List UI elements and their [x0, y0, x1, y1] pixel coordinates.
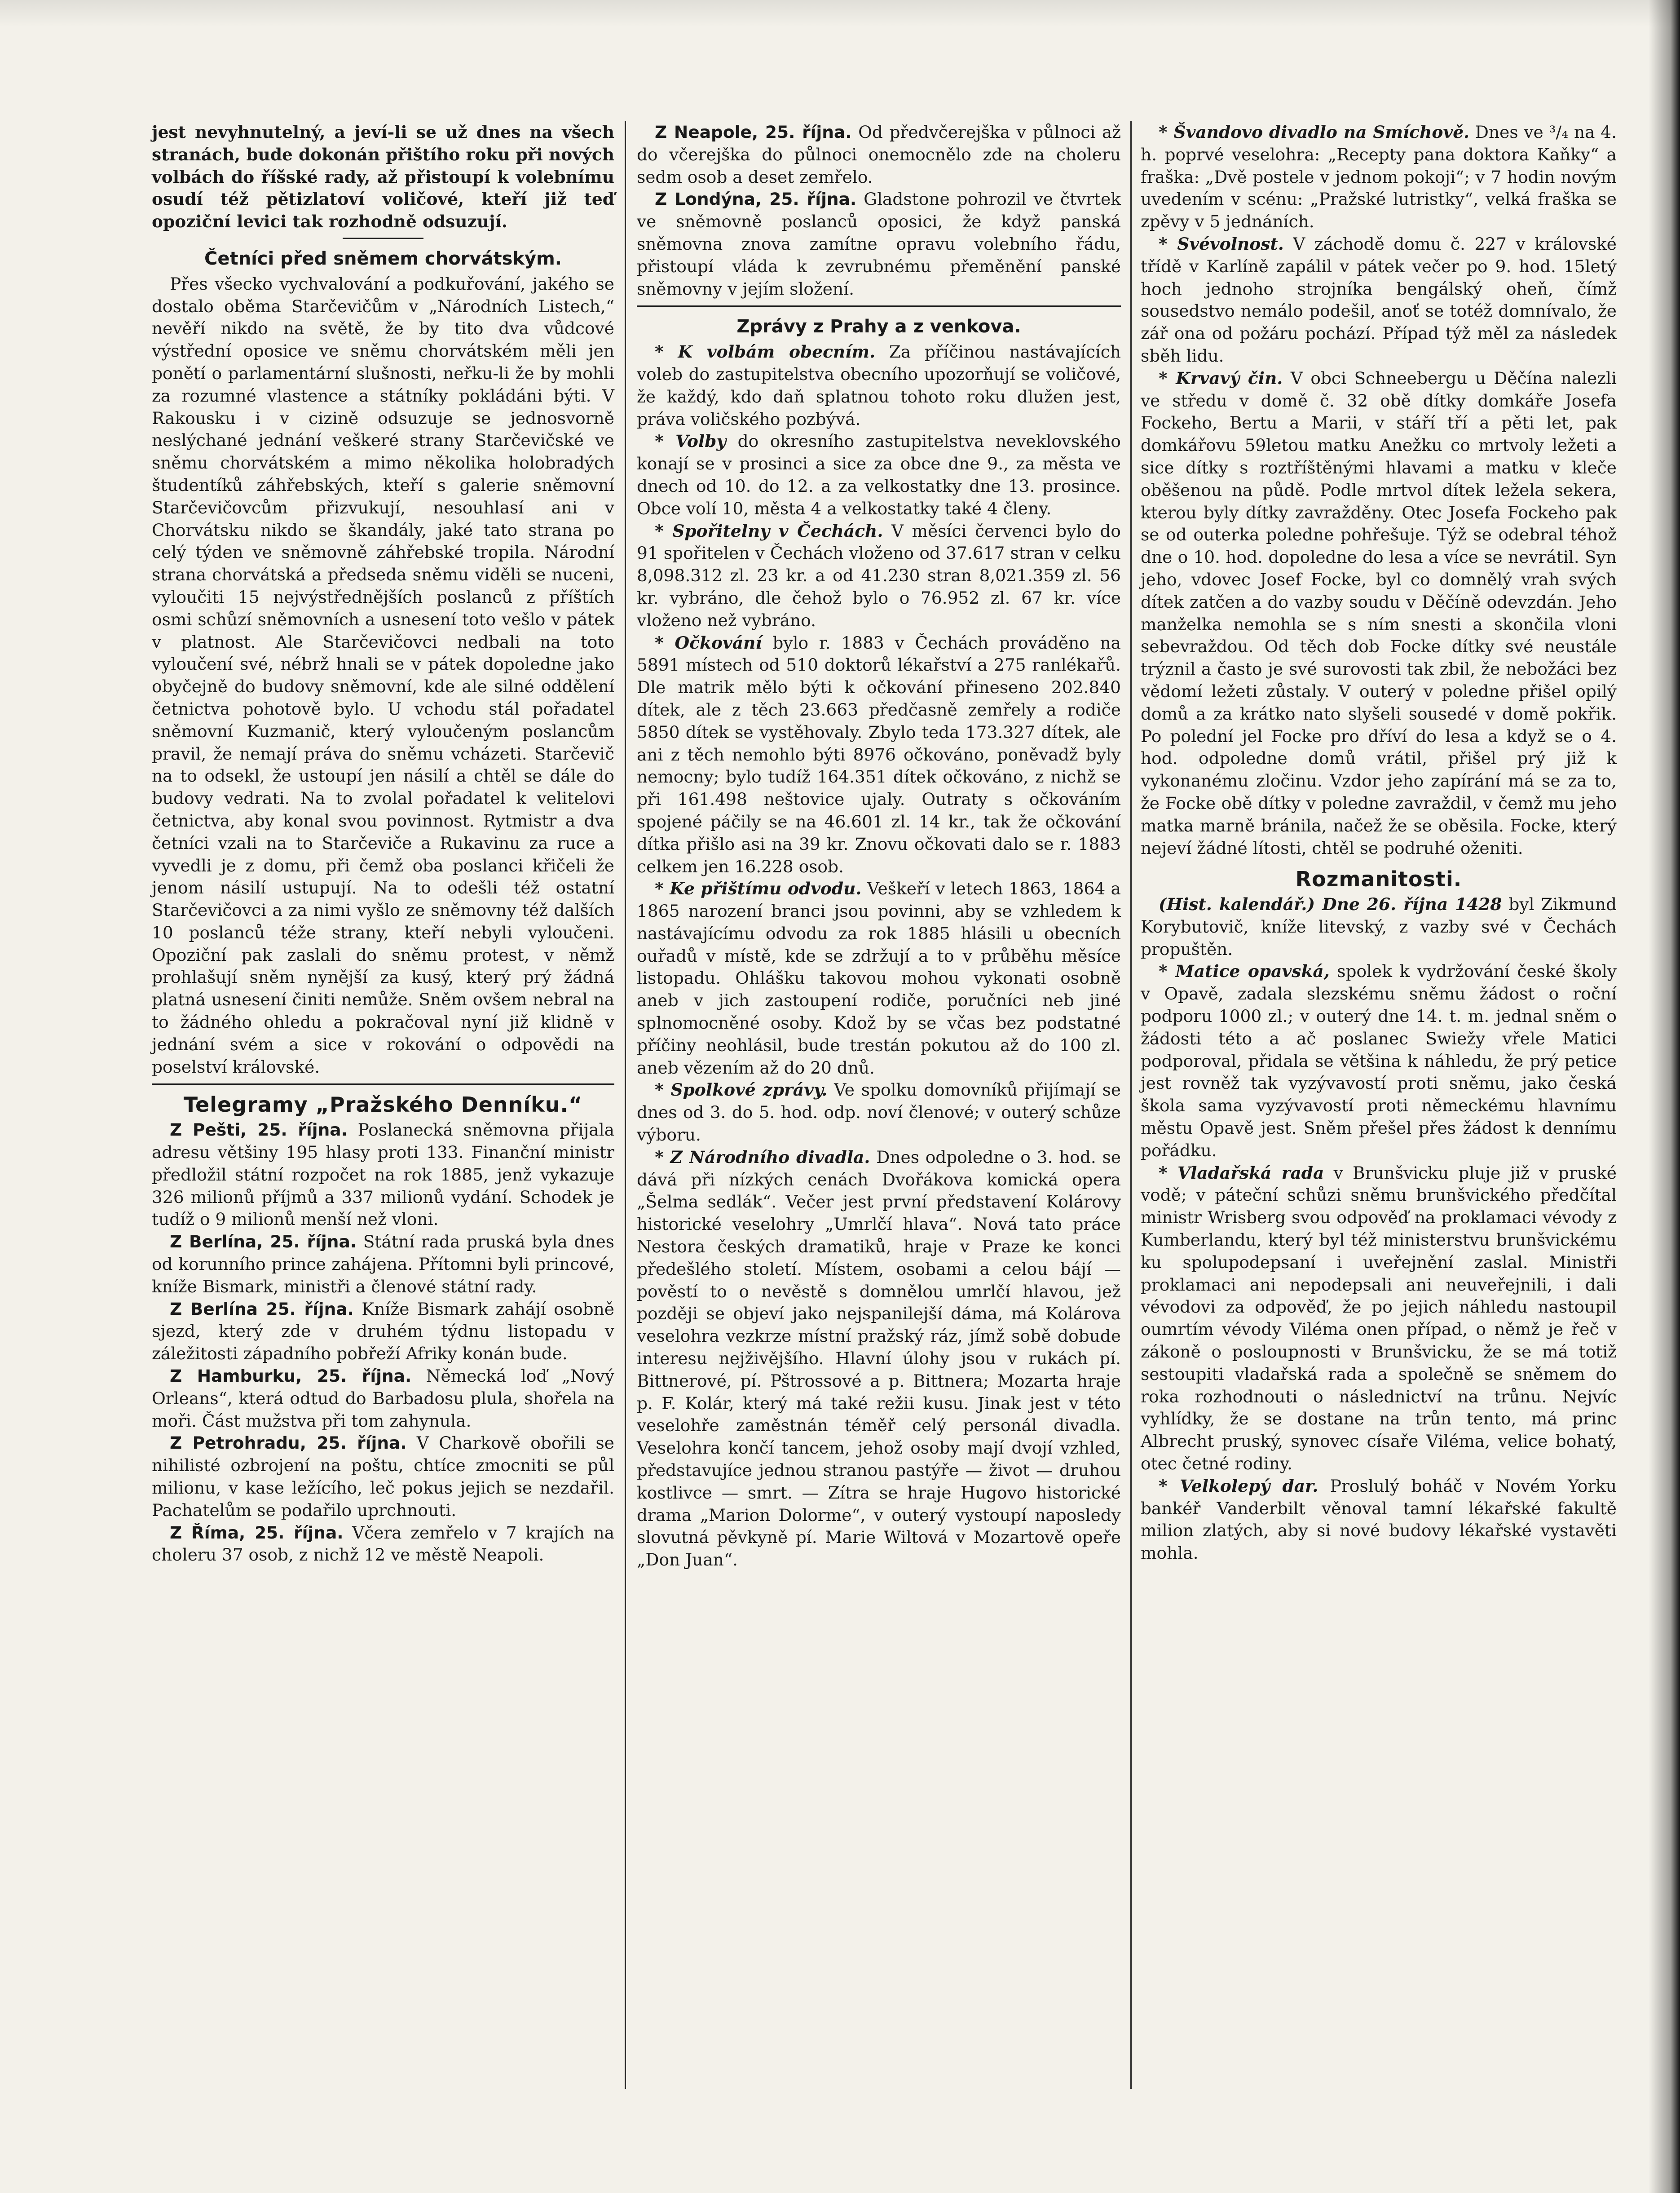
telegram-berlin-2: Z Berlína 25. října. Kníže Bismark zahájí osobně sjezd, který zde v druhém týdnu listopadu v záležitosti západního pobřeží Afriky konán bude. — [152, 1299, 614, 1364]
news-volby-okresni: * Volby do okresního zastupitelstva neveklovského konají se v prosinci a sice za obce dne 9., za města ve dnech od 10. do 12. a za velkostatky dne 13. prosince. Obce volí 10, města 4 a velkostatky také 4 členy. — [637, 431, 1121, 518]
telegram-berlin-1: Z Berlína, 25. října. Státní rada pruská byla dnes od korunního prince zahájena. Přítomni byli princové, kníže Bismark, ministři a členové státní rady. — [152, 1232, 615, 1296]
heading-cetnici: Četníci před sněmem chorvátským. — [204, 248, 562, 269]
heading-zpravy: Zprávy z Prahy a z venkova. — [736, 316, 1021, 337]
news-krvavy-cin: * Krvavý čin. V obci Schneebergu u Děčína nalezli ve středu v domě č. 32 obě dítky domkáře Josefa Fockeho, Bertu a Marii, v stáří tří a pěti let, pak domkářovu 59letou matku Anežku co mrtvoly ležeti a sice dítky s roztříštěnými hlavami a matku v kleče oběšenou na půdě. Podle mrtvol dítek ležela sekera, kterou byly dítky zavražděny. Otec Josefa Fockeho pak se od outerka poledne pohřešuje. Týž se odebral téhož dne o 10. hod. dopoledne do lesa a více se nevrátil. Syn jeho, vdovec Josef Focke, byl co domnělý vrah svých dítek zatčen a do vazby soudu v Děčíně odevzdán. Jeho manželka nemohla se s ním snesti a skončila vloni sebevraždou. Od těch dob Focke dítky své neustále trýznil a často je své surovosti tak zbil, že nebožáci bez vědomí ležeti zůstaly. V outerý v poledne přišel opilý domů a za krátko nato slyšeli sousedé v domě pokřik. Po polední jel Focke pro dříví do lesa a když se o 4. hod. odpoledne domů vrátil, přišel prý již k vykonanému zločinu. Vzdor jeho zapírání má se za to, že Focke obě dítky v poledne zavraždil, v čemž mu jeho matka marně bránila, načež že se oběsila. Focke, který nejeví žádné lítosti, chtěl se podruhé oženiti. — [1141, 368, 1617, 858]
column-rule-right — [1130, 121, 1132, 2089]
misc-hist-kalendar: (Hist. kalendář.) Dne 26. října 1428 byl Zikmund Korybutovič, kníže litevský, z vazby své v Čechách propuštěn. — [1141, 894, 1617, 959]
news-narodni-divadlo: * Z Národního divadla. Dnes odpoledne o 3. hod. se dává při nízkých cenách Dvořákova komická opera „Šelma sedlák“. Večer jest první představení Kolárovy historické veselohry „Umrlčí hlava“. Nová tato práce Nestora českých dramatiků, hraje v Praze ke konci předešlého století. Místem, osobami a celou bájí — pověstí to o nevěstě s domnělou umrlčí hlavou, jež později se objeví jako nejspanilejší dáma, má Kolárova veselohra vezkrze místní pražský ráz, jímž sobě dobude interesu nejživějšího. Hlavní úlohy jsou v rukách pí. Bittnerové, pí. Pštrossové a p. Bittnera; Mozarta hraje p. F. Kolár, který má také režii kusu. Jinak jest v této veselohře zaměstnán téměř celý personál divadla. Veselohra končí tancem, jehož osoby mají dvojí vzhled, představujíce jednou stranou pastýře — život — druhou kostlivce — smrt. — Zítra se hraje Hugovo historické drama „Marion Dolorme“, v outerý vystoupí naposledy slovutná pěvkyně pí. Marie Wiltová v Mozartově opeře „Don Juan“. — [637, 1147, 1121, 1570]
article-cetnici: Přes všecko vychvalování a podkuřování, jakého se dostalo oběma Starčevičům v „Národních Listech,“ nevěří nikdo na světě, že by tito dva vůdcové výstřední oposice ve sněmu chorvátském měli jen ponětí o parlamentární slušnosti, neřku-li že by mohli za rozumné vlastence a státníky pokládáni býti. V Rakousku i v cizině odsuzuje se jednosvorně neslýchané jednání veškeré strany Starčevičské ve sněmu chorvátském a mimo několika holobradých študentíků záhřebských, kteří s galerie sněmovní Starčevičovcům přizvukují, nesouhlasí ani v Chorvátsku nikdo se škandály, jaké tato strana po celý týden ve sněmovně záhřebské tropila. Národní strana chorvátská a předseda sněmu viděli se nuceni, vyloučiti 15 nejvýstřednějších poslanců z příštích osmi schůzí sněmovních a usnesení toto vešlo v pátek v platnost. Ale Starčevičovci nedbali na toto vyloučení své, nébrž hnali se v pátek dopoledne jako obyčejně do budovy sněmovní, kde ale silné oddělení četnictva pohotově bylo. U vchodu stál pořadatel sněmovní Kuzmanič, který vyloučeným poslancům pravil, že nemají práva do sněmu vcházeti. Starčevič na to odsekl, že ustoupí jen násilí a chtěl se dále do budovy vedrati. Na to zvolal pořadatel k velitelovi četnictva, aby konal svou povinnost. Rytmistr a dva četníci vzali na to Starčeviče a Rukavinu za ruce a vyvedli je z domu, při čemž oba poslanci křičeli že jenom násilí ustupují. Na to odešli též ostatní Starčevičovci a za nimi vyšlo ze sněmovny též dalších 10 poslanců téže strany, kteří nebyli vyloučeni. Opoziční pak zaslali do sněmu protest, v němž prohlašují sněm nynější za kusý, který prý žádná platná usnesení činiti nemůže. Sněm ovšem nebral na to žádného ohledu a pokračoval nyní již klidně v jednání svém a sice v rokování o odpovědi na poselství královské. — [152, 274, 614, 1077]
column-2 — [637, 121, 1121, 1571]
telegram-pest: Z Pešti, 25. října. Poslanecká sněmovna přijala adresu většiny 195 hlasy proti 133. Finanční ministr předložil státní rozpočet na rok 1885, jenž vykazuje 326 milionů příjmů a 337 milionů vydání. Schodek je tudíž o 9 milionů menší než vloni. — [152, 1120, 614, 1229]
telegram-neapol: Z Neapole, 25. října. Od předvčerejška v půlnoci až do včerejška do půlnoci onemocnělo zde na choleru sedm osob a deset zemřelo. — [637, 122, 1121, 187]
dateline: Z Neapole, 25. října. — [655, 122, 852, 142]
article-continuation: jest nevyhnutelný, a jeví-li se už dnes na všech stranách, bude dokonán přištího roku při nových volbách do říšské rady, až přistoupí k volebnímu osudí též pětizlatoví voličové, kteří již teď opoziční levici tak rozhodně odsuzují. — [152, 122, 614, 232]
news-spolky: * Spolkové zprávy. Ve spolku domovníků přijímají se dnes od 3. do 5. hod. odp. noví členové; v outerý schůze výboru. — [637, 1080, 1121, 1145]
separator — [637, 305, 1121, 307]
news-svevolnost: * Svévolnost. V záchodě domu č. 227 v královské třídě v Karlíně zapálil v pátek večer po 9. hod. 15letý hoch jednoho strojníka bengálský oheň, čímž sousedstvo nemálo podešil, anoť se totéž domnívalo, že zář ona od požáru pochází. Případ týž měl za následek sběh lidu. — [1141, 234, 1617, 366]
news-volby-obecni: * K volbám obecním. Za příčinou nastávajících voleb do zastupitelstva obecního upozorňují se voličové, že každý, kdo daň splatnou tohoto roku dlužen jest, práva voličského pozbývá. — [637, 342, 1121, 429]
dateline: Z Říma, 25. října. — [170, 1522, 344, 1543]
dateline: Z Londýna, 25. října. — [655, 189, 857, 209]
dateline: Z Berlína 25. října. — [170, 1299, 354, 1319]
scan-top-shadow — [0, 0, 1680, 27]
news-sporitelny: * Spořitelny v Čechách. V měsíci červenci bylo do 91 spořitelen v Čechách vloženo od 37.617 stran v celku 8,098.312 zl. 23 kr. a od 41.230 stran 8,021.359 zl. 56 kr. vybráno, dle čehož bylo o 76.952 zl. 67 kr. více vloženo než vybráno. — [637, 521, 1121, 630]
news-odvod: * Ke přištímu odvodu. Veškeří v letech 1863, 1864 a 1865 narození branci jsou povinni, aby se vzhledem k nastávajícímu odvodu za rok 1885 hlásili u obecních ouřadů v místě, kde se zdržují a to v průběhu měsíce listopadu. Ohlášku takovou mohou vykonati osobně aneb v jich zastoupení rodiče, poručníci neb jiné splnomocněné osoby. Kdož by se včas bez podstatné příčiny neohlásil, bude trestán pokutou až do 100 zl. aneb vězením až do 20 dnů. — [637, 879, 1121, 1078]
heading-rozmanitosti: Rozmanitosti. — [1295, 867, 1462, 892]
column-1 — [152, 121, 614, 1566]
column-rule-left — [625, 121, 626, 2089]
dateline: Z Hamburku, 25. října. — [170, 1366, 412, 1386]
telegram-hamburk: Z Hamburku, 25. října. Německá loď „Nový Orleans“, která odtud do Barbadosu plula, shořela na moři. Část mužstva při tom zahynula. — [152, 1366, 614, 1431]
separator — [152, 1083, 614, 1085]
separator — [343, 238, 423, 239]
telegram-londyn: Z Londýna, 25. října. Gladstone pohrozil ve čtvrtek ve sněmovně poslanců oposici, že když panská sněmovna znova zamítne opravu volebního řádu, přistoupí vláda k zevrubnému přeměnění panské sněmovny v jejím složení. — [637, 189, 1121, 299]
heading-telegramy: Telegramy „Pražského Denníku.“ — [183, 1092, 583, 1117]
misc-matice-opavska: * Matice opavská, spolek k vydržování české školy v Opavě, zadala slezskému sněmu žádost o roční podporu 1000 zl.; v outerý dne 14. t. m. jednal sněm o žádosti této a ač poslanec Swiežy vřele Matici podporoval, přidala se většina k náhledu, že prý petice jest rovněž tak vyzývavostí proti sněmu, jako česká škola sama vyzývavostí proti německému hlavnímu městu Opavě jest. Sněm přešel přes žádost k dennímu pořádku. — [1141, 961, 1617, 1160]
misc-vladarska-rada: * Vladařská rada v Brunšvicku pluje již v pruské vodě; v páteční schůzi sněmu brunšvického předčítal ministr Wrisberg svou odpověď na proklamaci vévody z Kumberlandu, který byl též ministerstvu brunšvickému ku spolupodepsaní i uveřejnění zaslal. Ministři proklamaci ani nepodepsali ani neuveřejnili, i dali vévodovi za odpověď, že po jejich náhledu nastoupil oumrtím vévody Viléma onen případ, o němž je řeč v zákoně o posloupnosti v Brunšvicku, že se má totiž sestoupiti vladařská rada a společně se sněmem do roka rozhodnouti o následnictví na trůnu. Nejvíc vyhlídky, že se dostane na trůn tento, má princ Albrecht pruský, synovec císaře Viléma, velice bohatý, otec četné rodiny. — [1141, 1163, 1617, 1474]
dateline: Z Pešti, 25. října. — [170, 1120, 348, 1140]
column-3 — [1141, 121, 1617, 1565]
telegram-rim: Z Říma, 25. října. Včera zemřelo v 7 krajích na choleru 37 osob, z nichž 12 ve městě Neapoli. — [152, 1522, 615, 1565]
scan-right-edge — [1649, 0, 1680, 2193]
dateline: Z Berlína, 25. října. — [170, 1232, 357, 1252]
misc-velkolepy-dar: * Velkolepý dar. Proslulý boháč v Novém Yorku bankéř Vanderbilt věnoval tamní lékařské fakultě milion zlatých, aby si nové budovy lékařské vystavěti mohla. — [1141, 1476, 1617, 1563]
telegram-petrohrad: Z Petrohradu, 25. října. V Charkově obořili se nihilisté ozbrojení na poštu, chtíce zmocniti se půl milionu, v kase ležícího, leč pokus jejich se nezdařil. Pachatelům se podařilo uprchnouti. — [152, 1433, 614, 1520]
news-ockovani: * Očkování bylo r. 1883 v Čechách prováděno na 5891 místech od 510 doktorů lékařství a 275 ranlékařů. Dle matrik mělo býti k očkování přineseno 202.840 dítek, ale z těch 23.663 předčasně zemřely a rodiče 5850 dítek se vystěhovaly. Zbylo teda 173.327 dítek, ale ani z těch nemohlo býti 8976 očkováno, poněvadž byly nemocny; bylo tudíž 164.351 dítek očkováno, z nichž se při 161.498 neštovice ujaly. Outraty s očkováním spojené páčily se na 46.601 zl. 14 kr., tak že očkování dítka přišlo asi na 39 kr. Znovu očkovati dalo se r. 1883 celkem jen 16.228 osob. — [637, 632, 1121, 876]
dateline: Z Petrohradu, 25. října. — [170, 1433, 407, 1453]
news-svandovo-divadlo: * Švandovo divadlo na Smíchově. Dnes ve ³/₄ na 4. h. poprvé veselohra: „Recepty pana doktora Kaňky“ a fraška: „Dvě postele v jednom pokoji“; v 7 hodin novým uvedením v scénu: „Pražské lutristky“, velká fraška se zpěvy v 5 jednáních. — [1141, 122, 1617, 232]
